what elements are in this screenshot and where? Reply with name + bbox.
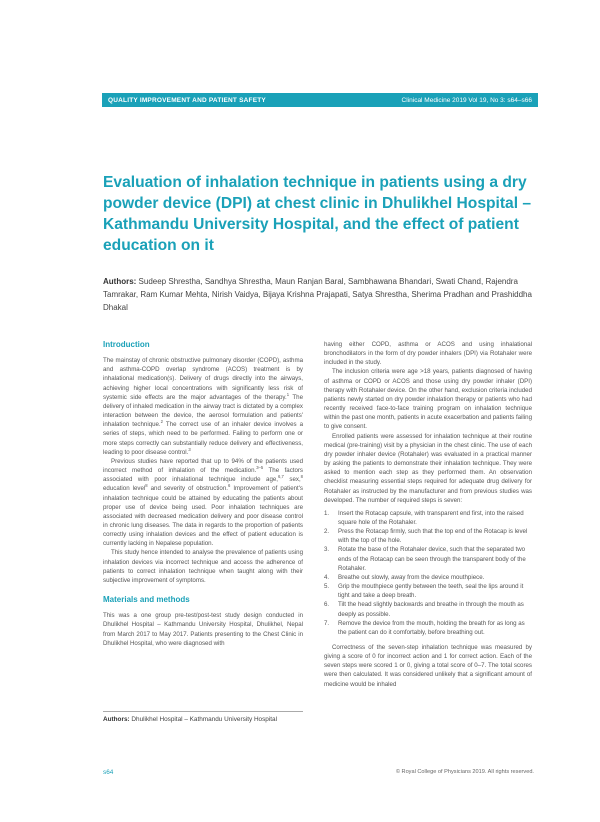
copyright-notice: © Royal College of Physicians 2019. All rights reserved.	[395, 769, 534, 775]
list-item: 2. Press the Rotacap firmly, such that the top end of the Rotacap is level with the top of the hole.	[324, 528, 528, 545]
article-title: Evaluation of inhalation technique in patients using a dry powder device (DPI) at chest clinic in Dhulikhel Hospital – Kathmandu University Hospital, and the effect of patient education on it	[103, 174, 532, 254]
citation-ref: 6	[227, 483, 231, 489]
citation-ref: 3–5	[256, 464, 264, 470]
list-item: 3. Rotate the base of the Rotahaler device, such that the separated two ends of the Rotacap can be seen through the transparent body of the Rotahaler.	[324, 546, 526, 572]
introduction-heading: Introduction	[103, 340, 150, 349]
page-number: s64	[103, 769, 114, 776]
citation-ref: 2	[160, 419, 163, 425]
list-item: 5. Grip the mouthpiece gently between the teeth, seal the lips around it tight and take a deep breath.	[324, 583, 524, 600]
list-item: 7. Remove the device from the mouth, holding the breath for as long as the patient can do it comfortably, before breathing out.	[324, 619, 525, 636]
body-paragraph: Correctness of the seven-step inhalation technique was measured by giving a score of 0 for incorrect action and 1 for correct action. Each of the seven steps were scored 1 or 0, giving a total score of 0–7. The total scores were then calculated. It was considered unlikely that a significant amount of medicine would be inhaled	[324, 644, 532, 688]
list-item: 4. Breathe out slowly, away from the device mouthpiece.	[324, 573, 485, 581]
citation-ref: 3	[188, 446, 191, 452]
authors-label: Authors:	[103, 277, 137, 286]
citation-ref: 8	[300, 474, 304, 480]
citation-ref: 1	[286, 391, 290, 397]
intro-paragraph-2: Previous studies have reported that up to 94% of the patients used incorrect method of inhalation of the medication.$^{3-5}$ The factors associated with poor inhalational technique include age,$^{6,7}$ sex,$^8$ education level$^8$ and severity of obstruction.$^6$ Improvement of patient's inhalation technique could be attained by educating the patients about proper use of device being used. Poor inhalation techniques are associated with decreased medication delivery and poor disease control in chronic lung diseases. The data in regards to the proportion of patients correctly using inhalation devices and the effect of patient education is currently lacking in Nepalese population.	[103, 457, 304, 548]
body-paragraph: Enrolled patients were assessed for inhalation technique at their routine medical (pre-training) visit by a physician in the chest clinic. The use of each dry powder inhaler device (Rotahaler) was evaluated in a practical manner by asking the patients to demonstrate their inhalation technique. They were asked to mention each step as they performed them. An observation checklist measuring essential steps required for adequate drug delivery for Rotahaler as instructed by the manufacturer and from previous studies was developed. The number of required steps is seven:	[324, 432, 532, 504]
author-affiliation: Authors: Dhulikhel Hospital – Kathmandu University Hospital	[103, 716, 278, 723]
author-names: Sudeep Shrestha, Sandhya Shrestha, Maun Ranjan Baral, Sambhawana Bhandari, Swati Chand, Rajendra Tamrakar, Ram Kumar Mehta, Nirish Vaidya, Bijaya Krishna Prajapati, Satya Shrestha, Sherima Pradhan and Prashiddha Dhakal	[103, 277, 532, 313]
citation-ref: 6,7	[278, 474, 284, 480]
methods-paragraph-1: This was a one group pre-test/post-test study design conducted in Dhulikhel Hospital – Kathmandu University Hospital, Dhulikhel, Nepal from March 2017 to May 2017. Patients presenting to the Chest Clinic in Dhulikhel Hospital, who were diagnosed with	[103, 612, 303, 647]
journal-banner	[102, 93, 538, 107]
intro-paragraph-3: This study hence intended to analyse the prevalence of patients using inhalation devices via incorrect technique and access the adherence of patients to correct inhalation technique when taught along with their subjective improvement of symptoms.	[103, 549, 303, 584]
intro-paragraph-1: The mainstay of chronic obstructive pulmonary disorder (COPD), asthma and asthma-COPD overlap syndrome (ACOS) treatment is by inhalational medication(s). Delivery of drugs directly into the airways, achieving higher local concentrations with significantly less risk of systemic side effects are the major advantages of the therapy.$^1$ The delivery of inhaled medication in the airway tract is dictated by a complex interaction between the device, the aerosol formulation and patients' inhalation technique.$^2$ The correct use of an inhaler device involves a series of steps, which need to be performed. Failing to perform one or more steps correctly can substantially reduce delivery and effectiveness, leading to poor disease control.$^3$	[103, 357, 303, 456]
journal-citation: Clinical Medicine 2019 Vol 19, No 3: s64–s66	[401, 96, 532, 104]
list-item: 6. Tilt the head slightly backwards and breathe in through the mouth as deeply as possible.	[324, 601, 524, 618]
section-label: QUALITY IMPROVEMENT AND PATIENT SAFETY	[108, 96, 266, 104]
steps-list	[324, 509, 532, 637]
citation-ref: 8	[145, 483, 148, 489]
left-column	[103, 340, 303, 648]
footnote-divider	[103, 711, 303, 712]
body-paragraph: having either COPD, asthma or ACOS and using inhalational bronchodilators in the form of dry powder inhalers (DPI) via Rotahaler were included in the study.	[324, 341, 532, 367]
body-paragraph: The inclusion criteria were age >18 years, patients diagnosed of having of asthma or COPD or ACOS and those using dry powder inhaler (DPI) therapy with Rotahaler device. On the other hand, exclusion criteria included patients newly started on dry powder inhalation therapy or patients who had recently received face-to-face training program on inhalation technique within the past one month, patients in acute exacerbation and patients failing to give consent.	[324, 368, 532, 431]
right-column	[324, 340, 532, 689]
author-list	[103, 275, 533, 315]
methods-heading: Materials and methods	[103, 595, 190, 605]
list-item: 1. Insert the Rotacap capsule, with transparent end first, into the raised square hole of the Rotahaler.	[324, 509, 524, 526]
